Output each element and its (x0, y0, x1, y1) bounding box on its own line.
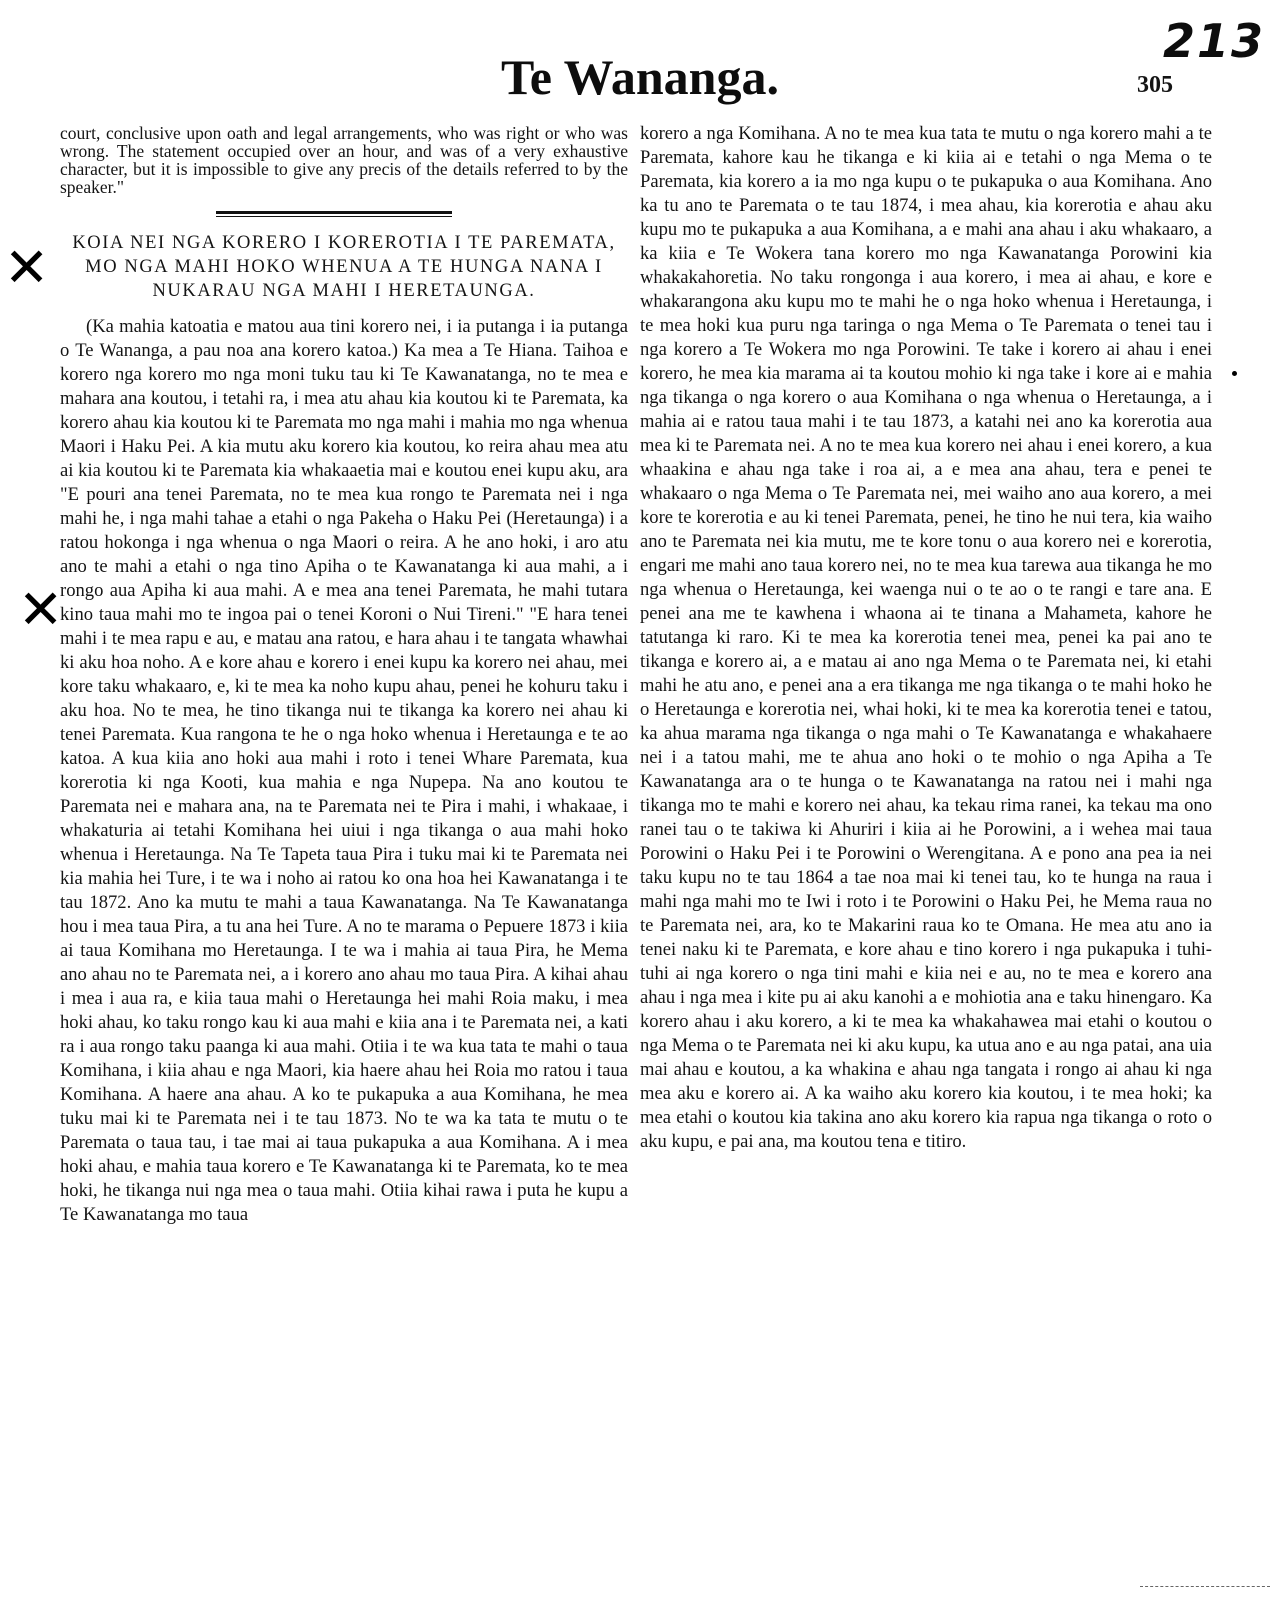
bottom-rule (1140, 1586, 1270, 1588)
left-column (60, 124, 628, 1227)
english-quote-paragraph: court, conclusive upon oath and legal arrangements, who was right or who was wrong. The statement occupied over an hour, and was of a very exhaustive character, but it is impossible to give any precis of the details referred to by the speaker." (60, 123, 628, 197)
page-number: 305 (1137, 72, 1173, 98)
handwritten-x-mark: ✕ (18, 578, 64, 641)
newspaper-masthead: Te Wananga. (501, 49, 779, 105)
handwritten-page-number: 213 (1163, 14, 1266, 68)
ink-dot (1232, 371, 1237, 376)
article-body-left: (Ka mahia katoatia e matou aua tini korero nei, i ia putanga i ia putanga o Te Wananga, a pau noa ana korero katoa.) Ka mea a Te Hiana. Taihoa e korero nga korero mo nga moni tuku tau ki Te Kawanatanga, no te mea e mahara ana koutou, i tetahi ra, i mea atu ahau kia koutou ki te Paremata, ka korero ahau kia koutou ki te Paremata mo nga mahi i mahia mo nga whenua Maori i Haku Pei. A kia mutu aku korero kia koutou, ko reira ahau mea atu ai kia koutou ki te Paremata kia whakaaetia mai e koutou enei kupu aku, ara "E pouri ana tenei Paremata, no te mea kua rongo te Paremata nei i nga mahi he, i nga mahi tahae a etahi o nga Pakeha o Haku Pei (Heretaunga) i a ratou hokonga i nga whenua o nga Maori o reira. A he ano hoki, i aro atu ano te mahi a etahi o nga tino Apiha o te Kawanatanga ki aua mahi, a i rongo aua Apiha ki aua mahi. A e mea ana tenei Paremata, he mahi tutara kino taua mahi mo te ingoa pai o tenei Koroni o Nui Tireni." "E hara tenei mahi i te mea rapu e au, e matau ana ratou, e hara ahau i te tangata whawhai ki aku hoa noho. A e kore ahau e korero i enei kupu ka korero nei ahau, mei kore taku whakaaro, e, ki te mea ka noho kupu ahau, penei he kohuru taku i aku hoa. No te mea, he tino tikanga nui te tikanga ka korero nei ahau ki tenei Paremata. Kua rangona te he o nga hoko whenua i Heretaunga e te ao katoa. A kua kiia ano hoki aua mahi i roto i tenei Whare Paremata, kua korerotia ki nga Kooti, kua mahia e nga Nupepa. Na ano koutou te Paremata nei e mahara ana, na te Paremata nei te Pira i mahi, i whakaae, i whakaturia ai tetahi Komihana hei uiui i nga tikanga o aua mahi hoko whenua i Heretaunga. Na Te Tapeta taua Pira i tuku mai ki te Paremata nei kia mahia hei Ture, i te wa i noho ai ratou ko ona hoa hei Kawanatanga i te tau 1872. Ano ka mutu te mahi a taua Kawanatanga. Na Te Kawanatanga hou i mea taua Pira, a tu ana hei Ture. A no te marama o Pepuere 1873 i kiia ai taua Komihana mo Heretaunga. I te wa i mahia ai taua Pira, he Mema ano ahau no te Paremata nei, a i korero ano ahau mo taua Pira. A kihai ahau i mea i aua ra, e kiia taua mahi o Heretaunga hei mahi Roia maku, i mea hoki ahau, ko taku rongo kau ki aua mahi e kiia ana i te Paremata nei, a kati ra i aua rongo taku paanga ki aua mahi. Otiia i te wa kua tata te mahi o taua Komihana, i kiia ahau e nga Maori, kia haere ahau hei Roia mo ratou i taua Komihana. A haere ana ahau. A ko te pukapuka a aua Komihana, he mea tuku mai ki te Paremata nei i te tau 1873. No te wa ka tata te mutu o te Paremata o taua tau, i tae mai ai taua pukapuka a aua Komihana. A i mea hoki ahau, e mahia taua korero e Te Kawanatanga ki te Paremata, ko te mea hoki, he tikanga nui nga mea o taua mahi. Otiia kihai rawa i puta he kupu a Te Kawanatanga mo taua (60, 316, 628, 1225)
section-divider (216, 211, 452, 217)
article-headline: KOIA NEI NGA KORERO I KOREROTIA I TE PAREMATA, MO NGA MAHI HOKO WHENUA A TE HUNGA NANA I NUKARAU NGA MAHI I HERETAUNGA. (72, 233, 616, 301)
handwritten-x-mark: ✕ (4, 236, 50, 299)
article-body-right: korero a nga Komihana. A no te mea kua tata te mutu o nga korero mahi a te Paremata, kahore kau he tikanga e ki kiia ai e tetahi o nga Mema o te Paremata, kia korero a ia mo nga kupu o te pukapuka o aua Komihana. Ano ka tu ano te Paremata o te tau 1874, i mea ahau, kia korerotia e ahau aku kupu mo te pukapuka a aua Komihana, a e mahi ana ahau i aku whakaaro, a ka kiia e Te Wokera tana korero mo nga Kawanatanga Porowini kia whakakahoretia. No taku rongonga i aua korero, i mea ai ahau, e kore e whakarangona aku kupu mo te mahi he o nga hoko whenua i Heretaunga, i te mea hoki kua puru nga taringa o nga Mema o Te Paremata o tenei tau i nga korero a Te Wokera mo nga Porowini. Te take i korero ai ahau i enei korero, he mea kia marama ai ta koutou mohio ki nga take i kore ai e mahia nga tikanga o nga korero o aua Komihana o nga whenua o Heretaunga, a i mahia ai e ratou taua mahi i te tau 1873, a katahi nei ano ka korerotia aua mea ki te Paremata nei. A no te mea kua korero nei ahau i enei korero, a kua whaakina e ahau nga take i roa ai, a e mea ana ahau, tera e penei te whakaaro o nga Mema o Te Paremata nei, mei waiho ano aua korero, a mei kore te korerotia e au ki tenei Paremata, penei, he tino he nui tera, kia waiho ano te Paremata nei kia mutu, me te kore tonu o aua korero nei e korerotia, engari me mahi ano taua korero nei, no te mea kua tarewa aua tikanga he mo nga whenua o Heretaunga, kei waenga nui o te ao o te rangi e tare ana. E penei ana me te kawhena i whaona ai te tinana a Mahameta, kahore he tatutanga ki raro. Ki te mea ka korerotia tenei mea, penei ka pai ano te tikanga e korero ai, a e matau ai ano nga Mema o te Paremata nei, ki etahi mahi he atu ano, e penei ana a era tikanga me nga tikanga o te mahi hoko he o Heretaunga e korerotia nei, whai hoki, ki te mea ka korerotia tenei e tatou, ka ahua marama nga tikanga o nga mahi o Te Kawanatanga e whakahaere nei i a tatou mahi, me te ahua ano hoki o te mohio o nga Apiha a Te Kawanatanga ara o te hunga o te Kawanatanga na ratou nei i mahi nga tikanga mo te mahi e korero nei ahau, ka tekau rima ranei, ka tekau ma ono ranei tau o te takiwa ki Ahuriri i kiia ai he Porowini, a i wehea mai taua Porowini o Haku Pei i te Porowini o Werengitana. A e pono ana pea ia nei taku kupu no te tau 1864 a tae noa mai ki tenei tau, ko te hunga na raua i mahi nga mahi mo te Iwi i roto i te Porowini o Haku Pei, he Mema raua no te Paremata nei, ara, ko te Makarini raua ko te Omana. He mea atu ano ia tenei naku ki te Paremata, e kore ahau e tino korero i nga pukapuka i tuhi-tuhi ai nga korero o nga tini mahi e kiia nei e au, no te mea e korero ana ahau i nga mea i kite pu ai aku kanohi a e mohiotia ana e taku hinengaro. Ka korero ahau i aku korero, a ki te mea ka whakahawea mai etahi o koutou o nga Mema o te Paremata nei ki aku kupu, ka utua ano e au nga patai, ana uia mai ahau e koutou, a ka whakina e ahau nga tangata i rongo ai ahau ki nga mea aku e korero ai. A ka waiho aku korero kia koutou, i te mea hoki; ka mea etahi o koutou kia takina ano aku korero kia rapua nga tikanga o roto o aku kupu, e pai ana, ma koutou tena e titiro. (640, 123, 1212, 1152)
right-column (640, 122, 1212, 1154)
